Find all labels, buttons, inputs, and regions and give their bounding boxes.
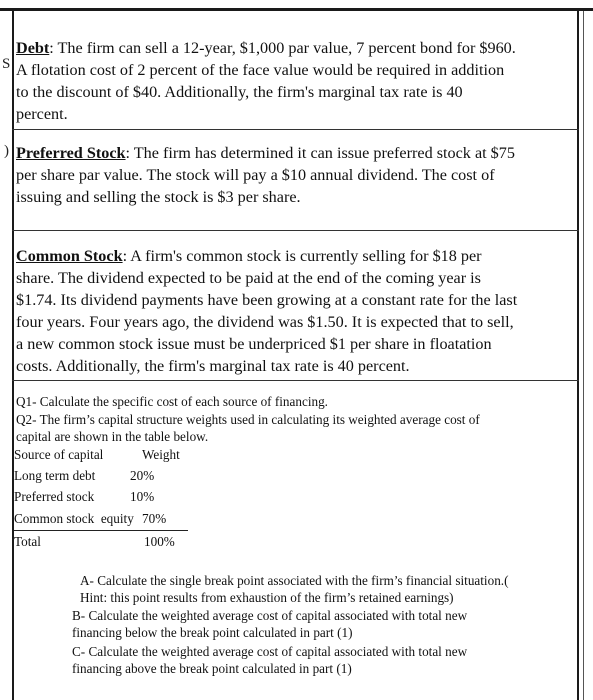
preferred-title: Preferred Stock — [16, 144, 126, 162]
part-b: B- Calculate the weighted average cost of capital associated with total new financing below the break point calculated in part (1) — [72, 608, 468, 640]
table-header-row — [14, 447, 194, 467]
debt-title: Debt — [16, 39, 50, 57]
row-weight: 70% — [142, 511, 167, 526]
common-body: : A firm's common stock is currently selling for $18 per share. The dividend expected to be paid at the end of the coming year is $1.74. Its dividend payments have been growing at a constant rate for the last four years. Four years ago, the dividend was $1.50. It is expected that to sell, a new common stock issue must be underpriced $1 per share in floatation costs. Additionally, the firm's marginal tax rate is 40 percent. — [16, 247, 518, 375]
debt-body: : The firm can sell a 12-year, $1,000 par value, 7 percent bond for $960. A flotation cost of 2 percent of the face value would be required in addition to the discount of $40. Additionally, the firm's marginal tax rate is 40 percent. — [16, 39, 516, 123]
right-border-outer — [583, 11, 584, 700]
margin-mark-paren: ) — [4, 143, 9, 159]
preferred-paragraph — [16, 142, 576, 208]
question-2: Q2- The firm’s capital structure weights used in calculating its weighted average cost of — [16, 412, 480, 427]
right-border — [577, 11, 579, 700]
total-weight: 100% — [144, 534, 175, 549]
row-weight: 10% — [130, 489, 155, 504]
row-weight: 20% — [130, 468, 155, 483]
debt-paragraph — [16, 37, 576, 125]
preferred-body: : The firm has determined it can issue preferred stock at $75 per share par value. The stock will pay a $10 annual dividend. The cost of issuing and selling the stock is $3 per share. — [16, 144, 515, 206]
table-row — [14, 489, 194, 509]
table-row — [14, 511, 194, 531]
question-2-cont: capital are shown in the table below. — [16, 429, 209, 444]
common-title: Common Stock — [16, 247, 123, 265]
table-total-rule — [14, 530, 188, 531]
part-a: A- Calculate the single break point associated with the firm’s financial situation.( Hint: this point results from exhaustion of the firm’s retained earnings) — [80, 573, 509, 605]
common-paragraph — [16, 245, 576, 377]
row-source: Long term debt — [14, 468, 96, 483]
row-source: Common stock equity — [14, 511, 134, 526]
top-border — [0, 8, 593, 11]
divider — [12, 380, 579, 381]
total-label: Total — [14, 534, 41, 549]
table-row — [14, 468, 194, 488]
table-total-row — [14, 534, 194, 554]
header-weight: Weight — [142, 447, 180, 462]
part-c: C- Calculate the weighted average cost of capital associated with total new financing above the break point calculated in part (1) — [72, 644, 468, 676]
margin-mark-s: S — [2, 56, 11, 72]
row-source: Preferred stock — [14, 489, 95, 504]
divider — [12, 129, 579, 130]
header-source: Source of capital — [14, 447, 104, 462]
divider — [12, 230, 579, 231]
question-1: Q1- Calculate the specific cost of each source of financing. — [16, 394, 328, 409]
left-border — [12, 11, 14, 700]
